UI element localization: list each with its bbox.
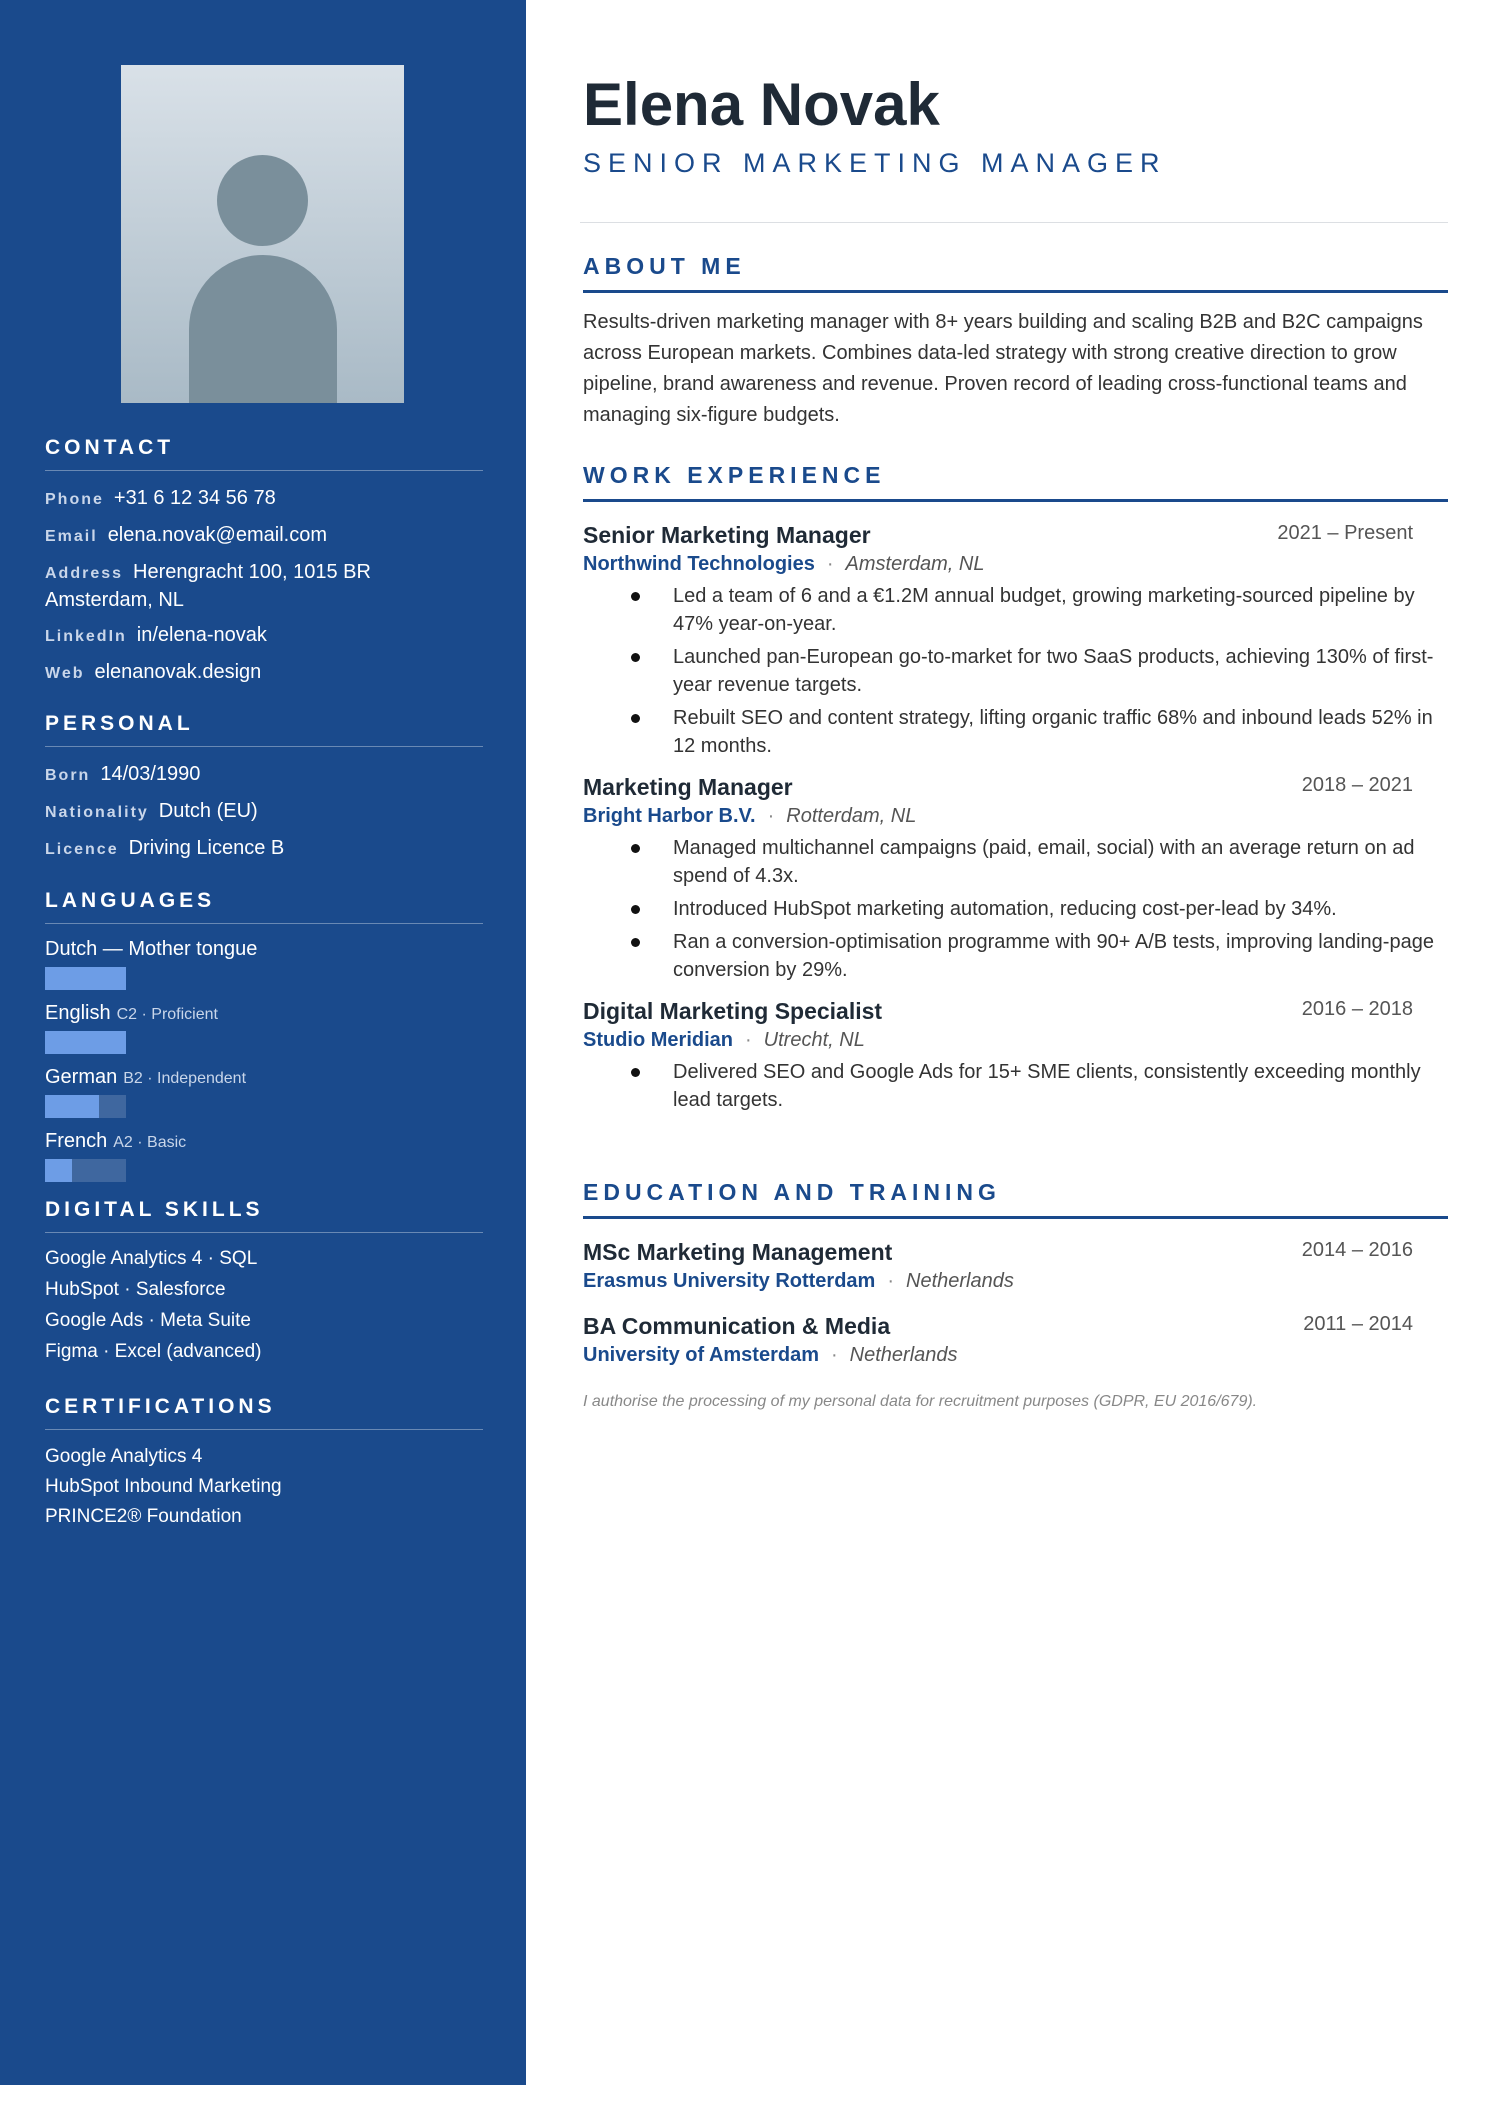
language-proficiency-fill xyxy=(45,1031,126,1054)
personal-licence xyxy=(45,835,483,863)
language-item xyxy=(45,1066,483,1118)
job-bullet: Delivered SEO and Google Ads for 15+ SME clients, consistently exceeding monthly lead targets. xyxy=(583,1058,1448,1114)
language-name: Dutch — Mother tongue xyxy=(45,938,258,960)
language-item xyxy=(45,938,483,990)
skill-item: Figma · Excel (advanced) xyxy=(45,1341,262,1362)
job-title: Digital Marketing Specialist xyxy=(583,998,883,1024)
contact-web xyxy=(45,659,483,687)
digital-skills-section xyxy=(45,1198,483,1367)
job-bullet: Led a team of 6 and a €1.2M annual budget, growing marketing-sourced pipeline by 47% year-on-year. xyxy=(583,582,1448,638)
job-dates: 2021 – Present xyxy=(1277,522,1413,544)
degree-title: MSc Marketing Management xyxy=(583,1239,893,1265)
job-dates: 2016 – 2018 xyxy=(1301,998,1413,1020)
language-item xyxy=(45,1130,483,1182)
contact-email xyxy=(45,522,483,550)
avatar-body xyxy=(189,255,337,403)
job-location: Rotterdam, NL xyxy=(786,805,917,827)
about-text: Results-driven marketing manager with 8+ years building and scaling B2B and B2C campaigns across European markets. Combines data-led strategy with strong creative direction to grow pipeline, brand awareness and revenue. Proven record of leading cross-functional teams and managing six-figure budgets. xyxy=(583,311,1423,426)
education-entry xyxy=(583,1239,1448,1293)
contact-key: LinkedIn xyxy=(45,628,127,645)
language-proficiency-bar xyxy=(45,1159,126,1182)
job-bullet: Managed multichannel campaigns (paid, email, social) with an average return on ad spend of 4.3x. xyxy=(583,834,1448,890)
contact-phone xyxy=(45,485,483,513)
certification-item: Google Analytics 4 xyxy=(45,1446,203,1467)
certifications-title: CERTIFICATIONS xyxy=(45,1395,483,1430)
company-name: Bright Harbor B.V. xyxy=(583,805,756,827)
personal-value: Dutch (EU) xyxy=(158,800,258,822)
contact-key: Email xyxy=(45,528,98,545)
job-bullet: Launched pan-European go-to-market for two SaaS products, achieving 130% of first-year revenue targets. xyxy=(583,643,1448,699)
certifications-section xyxy=(45,1395,483,1532)
experience-section xyxy=(583,462,1448,1119)
about-title: ABOUT ME xyxy=(583,253,1448,293)
job-entry xyxy=(583,998,1448,1114)
personal-key: Born xyxy=(45,767,91,784)
separator: · xyxy=(831,1344,838,1366)
education-dates: 2011 – 2014 xyxy=(1303,1313,1413,1335)
degree-title: BA Communication & Media xyxy=(583,1313,891,1339)
language-name: English xyxy=(45,1002,111,1024)
education-title: EDUCATION AND TRAINING xyxy=(583,1179,1448,1219)
job-bullet: Ran a conversion-optimisation programme with 90+ A/B tests, improving landing-page conversion by 29%. xyxy=(583,928,1448,984)
company-name: Studio Meridian xyxy=(583,1029,733,1051)
separator: · xyxy=(887,1270,894,1292)
separator: · xyxy=(767,805,775,827)
contact-key: Phone xyxy=(45,491,104,508)
certification-item: PRINCE2® Foundation xyxy=(45,1506,242,1527)
digital-skills-title: DIGITAL SKILLS xyxy=(45,1198,483,1233)
job-entry xyxy=(583,522,1448,760)
contact-key: Web xyxy=(45,665,85,682)
language-proficiency-fill xyxy=(45,1095,99,1118)
job-bullet: Introduced HubSpot marketing automation, reducing cost-per-lead by 34%. xyxy=(583,895,1448,923)
education-section xyxy=(583,1179,1448,1411)
about-section xyxy=(583,253,1448,431)
contact-linkedin xyxy=(45,622,483,650)
contact-value: Herengracht 100, 1015 BR Amsterdam, NL xyxy=(45,561,371,611)
personal-nationality xyxy=(45,798,483,826)
contact-value: in/elena-novak xyxy=(136,624,267,646)
language-item xyxy=(45,1002,483,1054)
contact-key: Address xyxy=(45,565,124,582)
education-entry xyxy=(583,1313,1448,1367)
education-location: Netherlands xyxy=(906,1270,1014,1292)
school-name: Erasmus University Rotterdam xyxy=(583,1270,876,1292)
job-location: Utrecht, NL xyxy=(763,1029,865,1051)
job-title: Senior Marketing Manager xyxy=(583,522,871,548)
certification-item: HubSpot Inbound Marketing xyxy=(45,1476,282,1497)
language-name: German xyxy=(45,1066,118,1088)
personal-key: Licence xyxy=(45,841,119,858)
separator: · xyxy=(745,1029,752,1051)
job-bullet: Rebuilt SEO and content strategy, lifting organic traffic 68% and inbound leads 52% in 12 months. xyxy=(583,704,1448,760)
education-location: Netherlands xyxy=(849,1344,958,1366)
avatar-head xyxy=(217,155,308,246)
languages-section xyxy=(45,889,483,1182)
personal-section xyxy=(45,712,483,863)
gdpr-consent: I authorise the processing of my personal data for recruitment purposes (GDPR, EU 2016/679). xyxy=(583,1393,1258,1410)
profile-photo xyxy=(121,65,404,403)
personal-born xyxy=(45,761,483,789)
personal-title: PERSONAL xyxy=(45,712,483,747)
header-divider xyxy=(580,222,1448,223)
school-name: University of Amsterdam xyxy=(583,1344,819,1366)
language-proficiency-bar xyxy=(45,1095,126,1118)
contact-title: CONTACT xyxy=(45,436,483,471)
personal-key: Nationality xyxy=(45,804,149,821)
job-entry xyxy=(583,774,1448,984)
skill-item: Google Analytics 4 · SQL xyxy=(45,1248,258,1269)
contact-value: elena.novak@email.com xyxy=(107,524,327,546)
contact-value: +31 6 12 34 56 78 xyxy=(113,487,276,509)
language-level: C2 · Proficient xyxy=(116,1006,218,1023)
contact-value: elenanovak.design xyxy=(94,661,262,683)
language-level: B2 · Independent xyxy=(123,1070,247,1087)
job-dates: 2018 – 2021 xyxy=(1301,774,1413,796)
contact-address xyxy=(45,559,483,613)
personal-value: Driving Licence B xyxy=(128,837,285,859)
language-proficiency-bar xyxy=(45,1031,126,1054)
separator: · xyxy=(826,553,834,575)
language-proficiency-fill xyxy=(45,1159,72,1182)
language-name: French xyxy=(45,1130,108,1152)
language-level: A2 · Basic xyxy=(113,1134,187,1151)
company-name: Northwind Technologies xyxy=(583,553,815,575)
job-headline: SENIOR MARKETING MANAGER xyxy=(583,148,1167,178)
language-proficiency-bar xyxy=(45,967,126,990)
languages-title: LANGUAGES xyxy=(45,889,483,924)
personal-value: 14/03/1990 xyxy=(100,763,201,785)
education-dates: 2014 – 2016 xyxy=(1301,1239,1413,1261)
page-title: Elena Novak xyxy=(583,71,940,138)
skill-item: HubSpot · Salesforce xyxy=(45,1279,226,1300)
contact-section xyxy=(45,436,483,687)
experience-title: WORK EXPERIENCE xyxy=(583,462,1448,502)
skill-item: Google Ads · Meta Suite xyxy=(45,1310,251,1331)
job-location: Amsterdam, NL xyxy=(845,553,985,575)
sidebar xyxy=(0,0,526,2085)
job-title: Marketing Manager xyxy=(583,774,793,800)
language-proficiency-fill xyxy=(45,967,126,990)
